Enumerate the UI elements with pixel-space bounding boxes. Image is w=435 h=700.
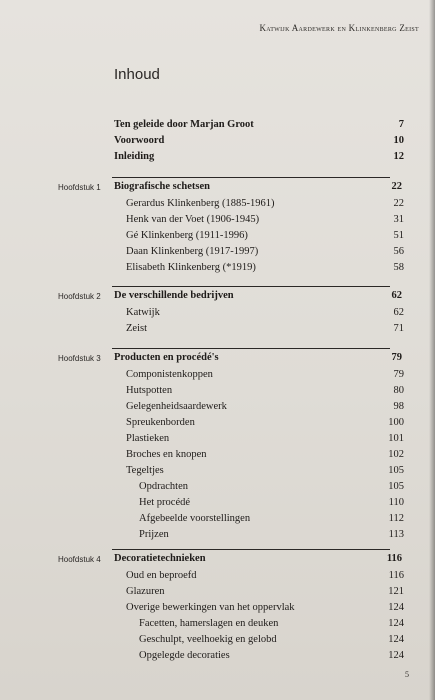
toc-entry-label: Afgebeelde voorstellingen [139,513,251,524]
toc-entry-label: Zeist [126,323,147,334]
toc-chapter-tag: Hoofdstuk 4 [58,555,101,564]
toc-row [0,447,435,463]
toc-entry-label: Tegeltjes [126,465,164,476]
toc-entry-page: 101 [388,433,404,444]
toc-entry-page: 22 [391,181,402,192]
toc-entry-label: Spreukenborden [126,417,195,428]
toc-row [0,527,435,543]
toc-entry-label: Facetten, hamerslagen en deuken [139,618,279,629]
toc-entry-page: 105 [388,481,404,492]
toc-row [0,600,435,616]
toc-entry-label: Broches en knopen [126,449,207,460]
toc-entry-page: 116 [388,570,404,581]
toc-entry-label: De verschillende bedrijven [114,290,234,301]
toc-row [0,584,435,600]
toc-row [0,149,435,165]
toc-row [0,399,435,415]
toc-row [0,367,435,383]
toc-entry-label: Opdrachten [139,481,188,492]
toc-entry-label: Henk van der Voet (1906-1945) [126,214,260,225]
toc-row [0,495,435,511]
toc-entry-label: Katwijk [126,307,160,318]
toc-row [0,415,435,431]
toc-row [0,196,435,212]
toc-entry-label: Gelegenheidsaardewerk [126,401,227,412]
toc-entry-label: Gé Klinkenberg (1911-1996) [126,230,248,241]
toc-row [0,383,435,399]
toc-entry-label: Daan Klinkenberg (1917-1997) [126,246,259,257]
toc-entry-page: 124 [388,634,404,645]
toc-entry-page: 31 [393,214,404,225]
toc-chapter-tag: Hoofdstuk 3 [58,354,101,363]
toc-chapter-row [58,549,402,566]
page-number: 5 [405,670,409,679]
toc-row [0,321,435,337]
toc-entry-label: Prijzen [139,529,169,540]
toc-entry-page: 105 [388,465,404,476]
toc-entry-page: 102 [388,449,404,460]
toc-entry-label: Plastieken [126,433,170,444]
toc-entry-label: Oud en beproefd [126,570,197,581]
toc-entry-page: 79 [391,352,402,363]
toc-entry-page: 113 [388,529,404,540]
toc-chapter-tag: Hoofdstuk 1 [58,183,101,192]
toc-entry-page: 112 [388,513,404,524]
toc-row [0,305,435,321]
toc-entry-label: Voorwoord [114,135,165,146]
toc-entry-label: Gerardus Klinkenberg (1885-1961) [126,198,275,209]
toc-entry-label: Hutspotten [126,385,173,396]
toc-row [0,616,435,632]
toc-entry-page: 124 [388,602,404,613]
toc-entry-page: 124 [388,650,404,661]
toc-entry-page: 62 [393,307,404,318]
toc-entry-label: Biografische schetsen [114,181,210,192]
toc-entry-page: 79 [393,369,404,380]
toc-entry-label: Overige bewerkingen van het oppervlak [126,602,295,613]
toc-chapter-tag: Hoofdstuk 2 [58,292,101,301]
toc-entry-page: 110 [388,497,404,508]
toc-entry-page: 98 [393,401,404,412]
toc-entry-page: 71 [393,323,404,334]
toc-chapter-row [58,348,402,365]
toc-entry-label: Het procédé [139,497,191,508]
toc-row [0,431,435,447]
toc-entry-label: Producten en procédé's [114,352,219,363]
toc-entry-label: Inleiding [114,151,155,162]
toc-entry-label: Ten geleide door Marjan Groot [114,119,254,130]
toc-row [0,568,435,584]
toc-entry-label: Glazuren [126,586,165,597]
toc-entry-page: 124 [388,618,404,629]
toc-entry-label: Componistenkoppen [126,369,213,380]
toc-entry-page: 7 [398,119,404,130]
toc-entry-page: 51 [393,230,404,241]
toc-row [0,511,435,527]
page-edge-shadow [429,0,435,700]
running-header: Katwijk Aardewerk en Klinkenberg Zeist [259,23,419,33]
toc-row [0,244,435,260]
toc-entry-label: Opgelegde decoraties [139,650,230,661]
toc-row [0,632,435,648]
toc-row [0,228,435,244]
toc-entry-page: 12 [393,151,404,162]
toc-entry-page: 62 [391,290,402,301]
toc-chapter-row [58,177,402,194]
toc-row [0,133,435,149]
toc-entry-label: Elisabeth Klinkenberg (*1919) [126,262,256,273]
toc-entry-page: 80 [393,385,404,396]
toc-row [0,212,435,228]
toc-entry-label: Geschulpt, veelhoekig en gelobd [139,634,277,645]
toc-row [0,463,435,479]
toc-row [0,117,435,133]
toc-chapter-row [58,286,402,303]
toc-row [0,648,435,664]
toc-entry-page: 58 [393,262,404,273]
toc-entry-page: 22 [393,198,404,209]
toc-title: Inhoud [114,66,160,83]
toc-entry-page: 100 [388,417,404,428]
toc-row [0,260,435,276]
toc-entry-page: 116 [386,553,402,564]
toc-entry-page: 10 [393,135,404,146]
toc-row [0,479,435,495]
toc-entry-label: Decoratietechnieken [114,553,206,564]
toc-entry-page: 121 [388,586,404,597]
toc-entry-page: 56 [393,246,404,257]
